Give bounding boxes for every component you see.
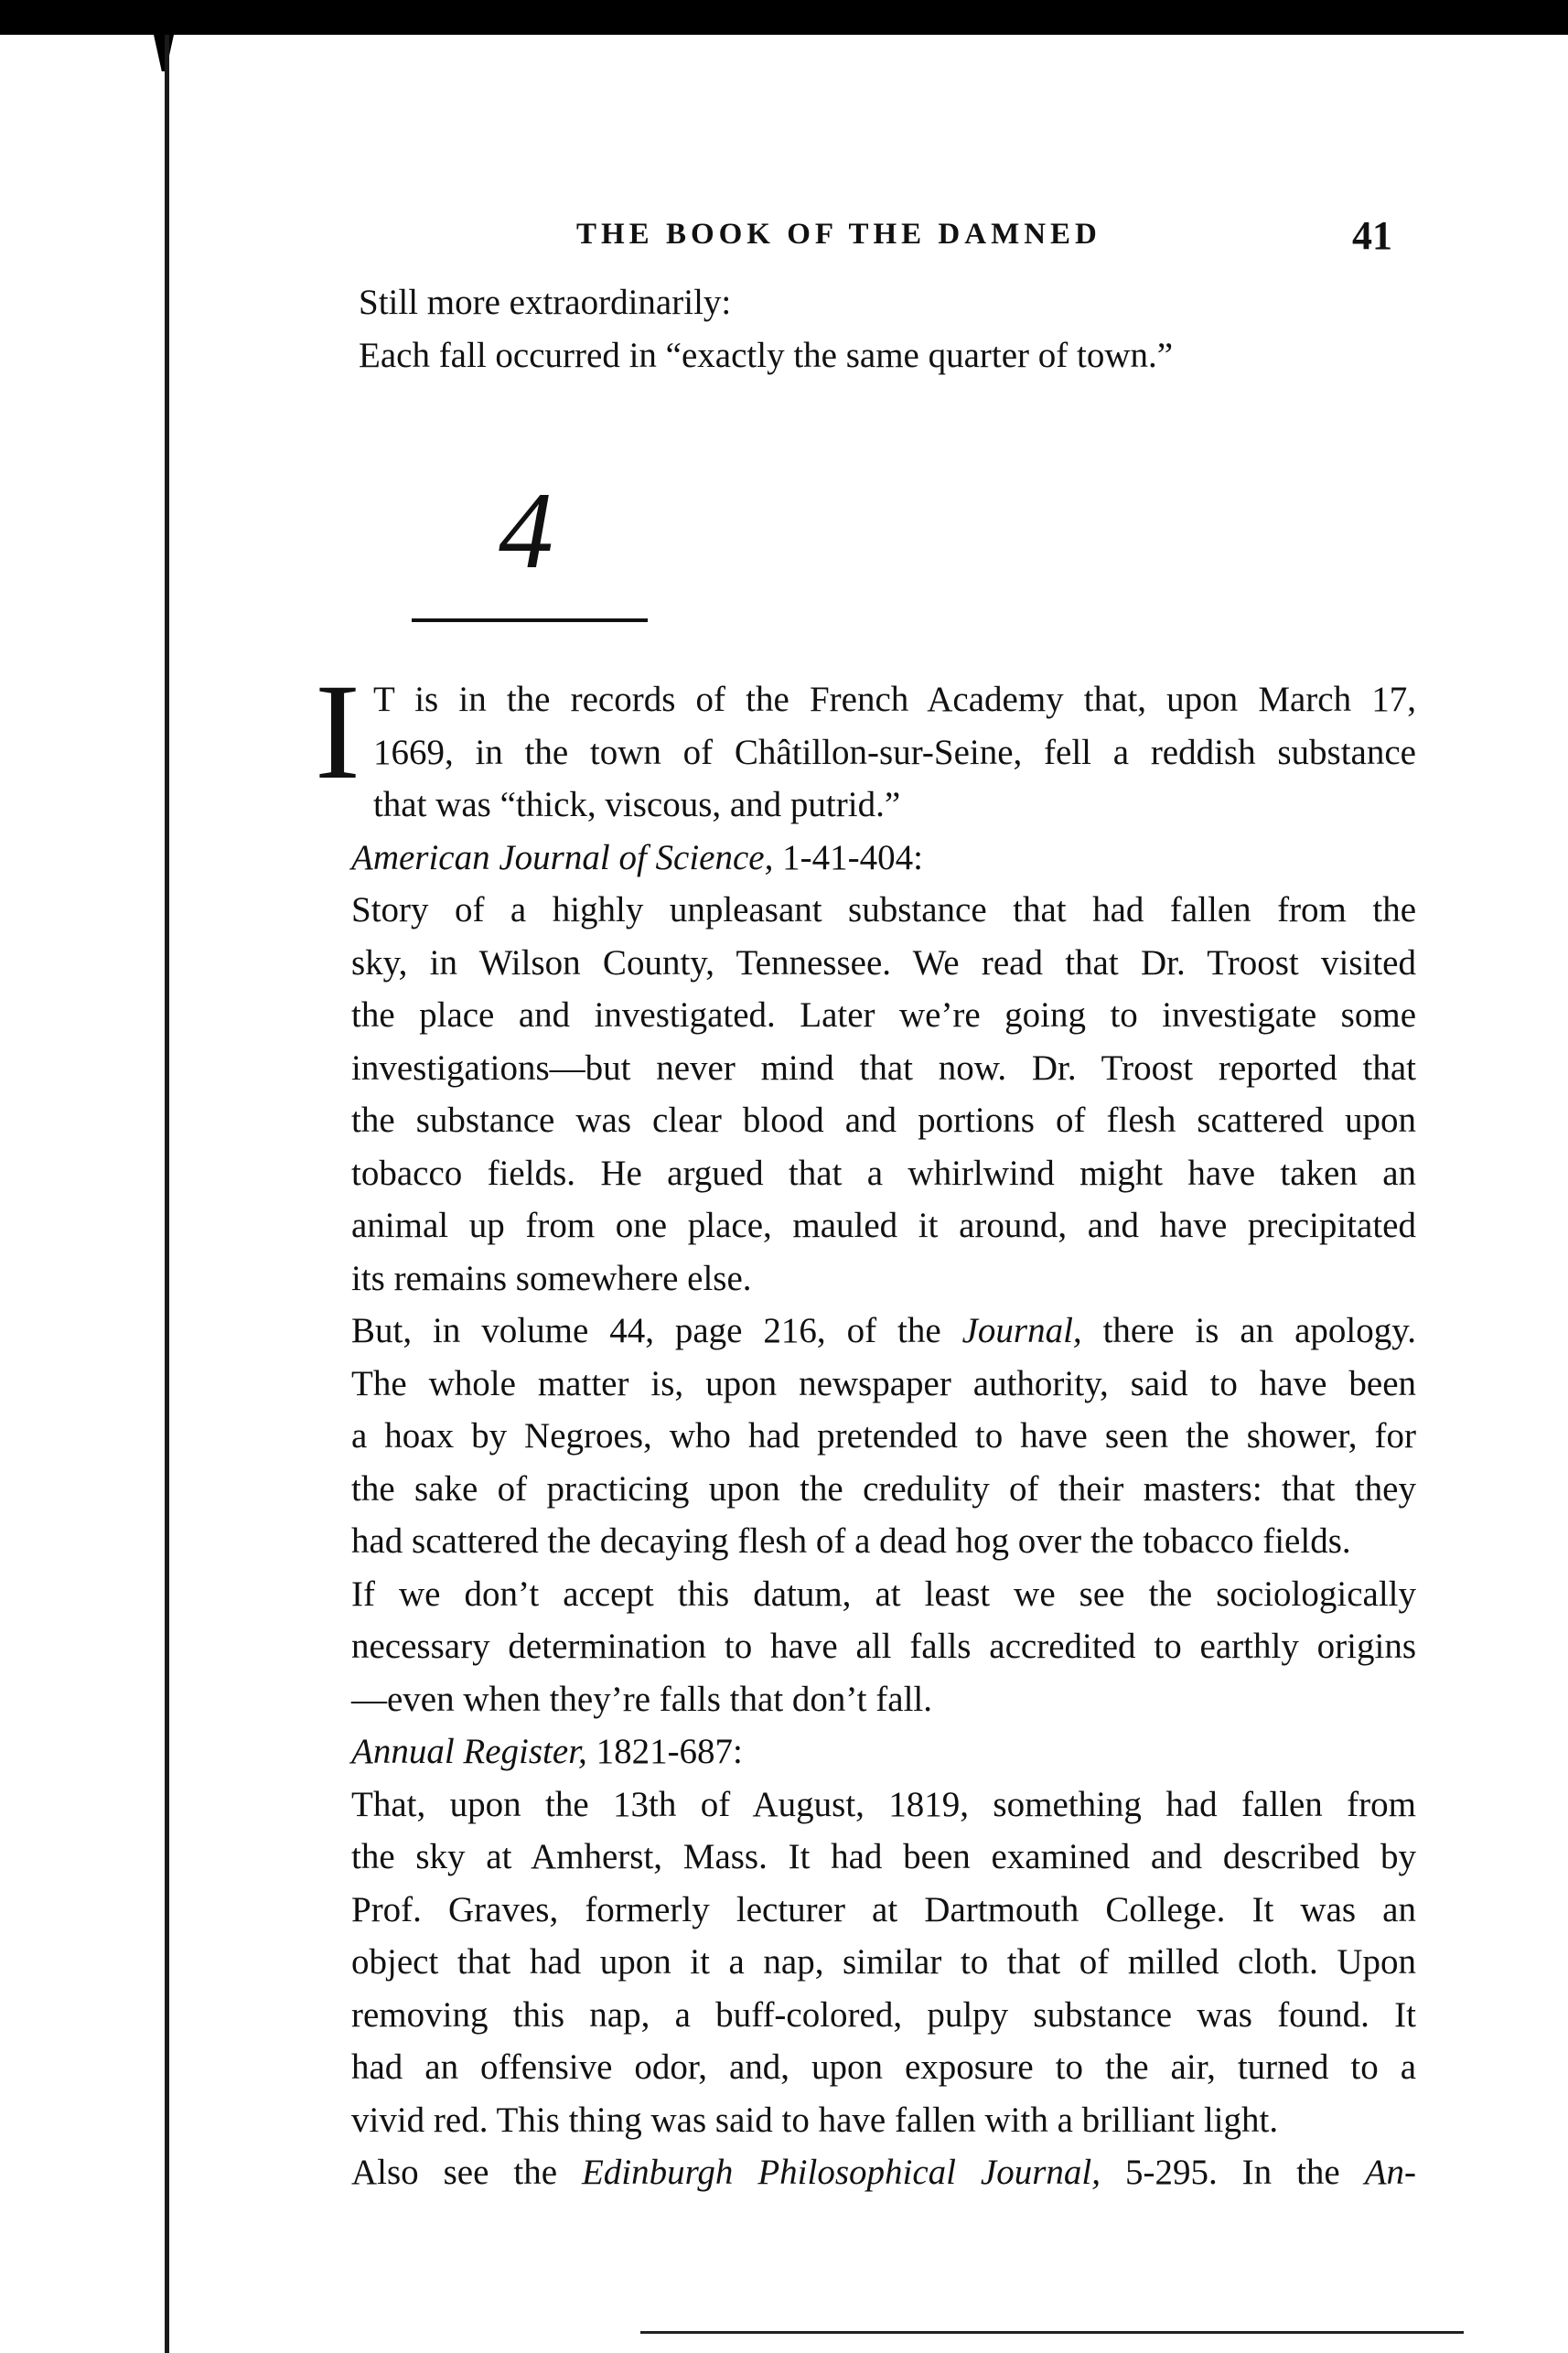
page-number: 41: [1352, 213, 1392, 258]
text-line: the substance was clear blood and portions of flesh scattered upon: [351, 1101, 1416, 1140]
intro-line: Each fall occurred in “exactly the same quarter of town.”: [359, 335, 1174, 375]
body-paragraph: [318, 1305, 1416, 1568]
journal-title: Journal,: [961, 1311, 1082, 1350]
text-line: a hoax by Negroes, who had pretended to have seen the shower, for: [351, 1416, 1416, 1456]
citation-title: Annual Register,: [351, 1732, 587, 1771]
body-paragraph: [318, 1568, 1416, 1726]
citation-ref: 1821-687:: [586, 1732, 743, 1771]
body-paragraph: [318, 2146, 1416, 2199]
body-paragraph: [318, 884, 1416, 1305]
text-line: T is in the records of the French Academy that, upon March 17,: [372, 680, 1416, 719]
running-head: THE BOOK OF THE DAMNED: [576, 218, 1101, 251]
text-line: necessary determination to have all falls accredited to earthly origins: [351, 1627, 1416, 1666]
text-line: [318, 1305, 1416, 1358]
text-line: its remains somewhere else.: [351, 1258, 752, 1298]
text-line: [318, 2146, 1416, 2199]
citation-line: [318, 832, 1416, 885]
text-line: If we don’t accept this datum, at least we see the sociologically: [351, 1574, 1416, 1614]
text-line: sky, in Wilson County, Tennessee. We read that Dr. Troost visited: [351, 942, 1416, 983]
text-line: had an offensive odor, and, upon exposure to the air, turned to a: [351, 2047, 1416, 2087]
text-line: that was “thick, viscous, and putrid.”: [372, 785, 901, 824]
journal-title: Edinburgh Philosophical Journal,: [581, 2153, 1101, 2192]
page-binding-edge: [165, 35, 169, 2353]
text-line: the place and investigated. Later we’re going to investigate some: [351, 995, 1416, 1035]
chapter-rule: [412, 618, 648, 622]
opening-paragraph: [315, 656, 1416, 832]
text-line: tobacco fields. He argued that a whirlwind might have taken an: [351, 1153, 1416, 1193]
citation-line: [318, 1725, 1416, 1778]
text-line: object that had upon it a nap, similar to that of milled cloth. Upon: [351, 1942, 1416, 1982]
text-line: removing this nap, a buff-colored, pulpy substance was found. It: [351, 1994, 1416, 2035]
text-run: Also see the: [351, 2153, 582, 2192]
text-run-italic: An-: [1364, 2153, 1416, 2192]
text-run: But, in volume 44, page 216, of the: [351, 1311, 962, 1350]
citation-title: American Journal of Science,: [351, 837, 774, 877]
text-line: the sky at Amherst, Mass. It had been examined and described by: [351, 1837, 1416, 1876]
body-paragraph: [318, 1778, 1416, 2147]
binding-mark: [154, 35, 174, 71]
scan-top-border: [0, 0, 1568, 35]
text-line: had scattered the decaying flesh of a dead hog over the tobacco fields.: [351, 1521, 1351, 1561]
drop-cap: I: [315, 656, 360, 808]
intro-line: Still more extraordinarily:: [359, 283, 732, 322]
text-line: investigations—but never mind that now. Dr. Troost reported that: [351, 1048, 1416, 1088]
chapter-body: [315, 656, 1416, 2199]
text-run: 5-295. In the: [1101, 2153, 1365, 2192]
text-line: That, upon the 13th of August, 1819, something had fallen from: [351, 1784, 1416, 1824]
text-line: Story of a highly unpleasant substance that had fallen from the: [351, 890, 1416, 929]
text-line: the sake of practicing upon the credulity of their masters: that they: [351, 1468, 1416, 1509]
text-line: —even when they’re falls that don’t fall.: [351, 1679, 932, 1719]
text-line: animal up from one place, mauled it around, and have precipitated: [351, 1206, 1416, 1245]
intro-text: [318, 276, 1416, 381]
text-line: 1669, in the town of Châtillon-sur-Seine, fell a reddish substance: [372, 732, 1416, 772]
text-line: vivid red. This thing was said to have fallen with a brilliant light.: [351, 2100, 1279, 2140]
chapter-number: 4: [499, 469, 553, 591]
text-line: Prof. Graves, formerly lecturer at Dartmouth College. It was an: [351, 1889, 1416, 1929]
citation-ref: 1-41-404:: [773, 837, 923, 877]
text-line: The whole matter is, upon newspaper authority, said to have been: [351, 1363, 1416, 1403]
bottom-edge-rule: [640, 2331, 1464, 2334]
text-run: there is an apology.: [1081, 1311, 1416, 1350]
